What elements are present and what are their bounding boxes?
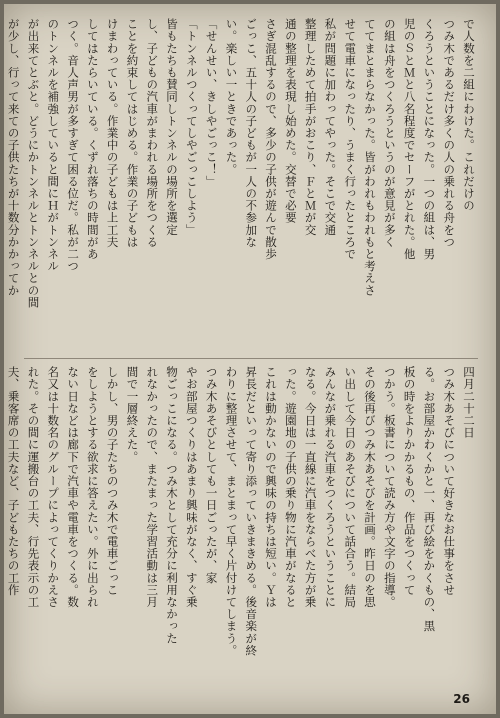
text-column: 板の時をよりかかるもの、作品をつくって xyxy=(402,366,417,596)
text-column: ことを約束してはじめる。作業の子どもは xyxy=(125,18,140,248)
text-column: った。遊園地の子供の乗り物に汽車がなると xyxy=(283,366,298,608)
text-column: 昇長だといって寄り添っていきまきめる。後音楽が終 xyxy=(244,366,259,657)
text-column: つみ木あそびについて好きなお仕事をさせ xyxy=(442,366,457,596)
text-column: 整理しためて拍手がおこり、ＦとＭが交 xyxy=(303,18,318,236)
text-column: し、子どもの汽車がまわれる場所をつくる xyxy=(145,18,160,248)
text-column: れた。その間に運搬台の工夫、行先表示の工 xyxy=(26,366,41,608)
text-column: してはたらいている。くずれ落ちの時間があ xyxy=(85,18,100,260)
text-column: 皆もたちも賛同しトンネルの場所を選定 xyxy=(165,18,180,236)
text-column: の組は舟をつくろうというのが意見が多く xyxy=(382,18,397,248)
text-column: 「せんせい、きしやごっこ！」 xyxy=(204,18,219,188)
text-column: これは動かないので興味の持ちは短い。Ｙは xyxy=(264,366,279,608)
text-column: る。お部屋かわくかと一、再び絵をかくもの、黒 xyxy=(422,366,437,633)
text-column: 四月二十二日 xyxy=(462,366,476,439)
text-column: しかし、男の子たちのつみ木で電車ごっこ xyxy=(105,366,120,596)
text-column: 間で一層終えた。 xyxy=(125,366,140,463)
text-column: 夫、乗客席の工夫など、子どもたちの工作 xyxy=(6,366,21,596)
text-column: ててまとまらなかった。皆がわれもわれもと考えさ xyxy=(363,18,378,297)
text-column: ない日などは廊下で汽車や電車をつくる。数 xyxy=(66,366,81,608)
text-column: ごっこ、五十人の子どもが一人の不参加な xyxy=(244,18,259,248)
text-column: い。楽しい一ときであった。 xyxy=(224,18,239,176)
text-column: みんなが乗れる汽車をつくろうということに xyxy=(323,366,338,608)
text-column: 私が問題に加わってやった。そこで交通 xyxy=(323,18,338,236)
text-column: つみ木あそびとしても一日ごったが、家 xyxy=(204,366,219,584)
text-column: その後再びつみ木あそびを計画。昨日のを思 xyxy=(363,366,378,608)
text-column: つかう。板書について読み方や文字の指導。 xyxy=(382,366,397,608)
text-column: くろうということになった。一つの組は、男 xyxy=(422,18,437,260)
text-column: 通の整理を表現し始めた。交替で必要 xyxy=(283,18,298,224)
page-number: 26 xyxy=(453,692,470,706)
text-column: つみ木であるだけ多くの人の乗れる舟をつ xyxy=(442,18,457,248)
text-column: れなかったので、またまった学習活動は三月 xyxy=(145,366,160,608)
text-column xyxy=(0,18,3,353)
text-column: けまわっている。作業中の子どもは上工夫 xyxy=(105,18,120,248)
text-column: が少し、行って来ての子供たちが十数分かかってか xyxy=(6,18,21,297)
text-column: なる。今日は一直線に汽車をならべた方が乗 xyxy=(303,366,318,608)
document-page xyxy=(4,4,496,714)
text-column: やお部屋つくりはあまり興味がなく、すぐ乗 xyxy=(184,366,199,608)
text-column: をしようとする欲求に答えたい。外に出られ xyxy=(85,366,100,608)
bottom-text-block xyxy=(6,366,478,696)
text-column: わりに整理させて、まとまって早く片付けてしまう。 xyxy=(224,366,239,657)
text-column: つく。音人声男が多すぎて困る位だ。私が二つ xyxy=(66,18,81,273)
top-text-block xyxy=(6,18,478,353)
text-column: で人数を二組にわけた。これだけの xyxy=(462,18,476,212)
text-column: 物ごっこになる。つみ木として充分に利用なかった xyxy=(165,366,180,645)
text-column: い出して今日のあそびについて話合う。結局 xyxy=(343,366,358,608)
text-column: 児のＳとＭと八名程度でセーフがとれた。他 xyxy=(402,18,417,260)
section-divider xyxy=(24,358,478,359)
text-column: 名又は十数名のグループによってくりかえさ xyxy=(46,366,61,608)
text-column: のトンネルを補強していると間にＨがトンネル xyxy=(46,18,61,273)
text-column: 「トンネルつくってしやごっこしよう」 xyxy=(184,18,199,236)
text-column: さぎ混乱するので、多少の子供が遊んで散歩 xyxy=(264,18,279,260)
text-column: が出来てとぶと。どうにかトンネルとトンネルとの間 xyxy=(26,18,41,309)
text-column: せて電車になったり、うまく行ったところで xyxy=(343,18,358,260)
